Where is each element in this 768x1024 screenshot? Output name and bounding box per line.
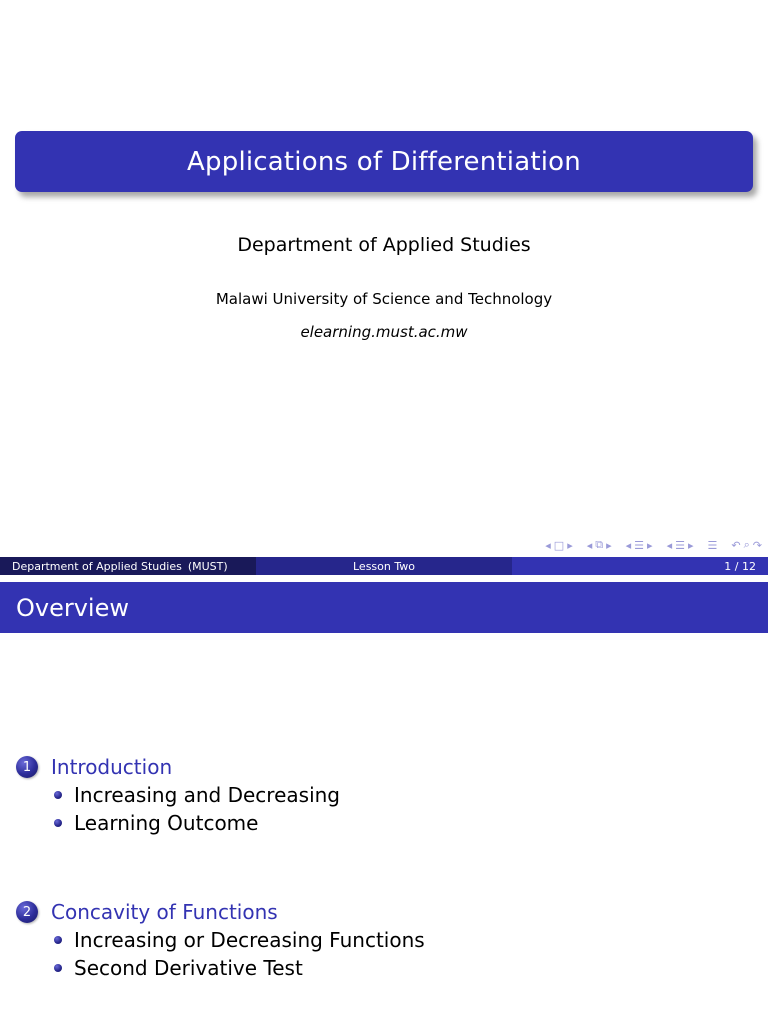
title-box bbox=[15, 131, 753, 192]
subsection-title[interactable]: Increasing or Decreasing Functions bbox=[74, 928, 425, 952]
footer-author: Department of Applied Studies bbox=[12, 559, 182, 573]
section-number-ball: 2 bbox=[16, 901, 38, 923]
bullet-icon bbox=[54, 791, 62, 799]
bullet-icon bbox=[54, 964, 62, 972]
nav-frame-icon[interactable]: □ bbox=[553, 538, 565, 552]
section-title[interactable]: Concavity of Functions bbox=[51, 900, 278, 924]
nav-forward-icon[interactable]: ↷ bbox=[752, 538, 762, 552]
website-link[interactable]: elearning.must.ac.mw bbox=[300, 323, 468, 341]
arrow-right-icon[interactable]: ▸ bbox=[606, 538, 612, 552]
arrow-left-icon[interactable]: ◂ bbox=[586, 538, 593, 552]
footer-page-box bbox=[512, 557, 768, 575]
nav-search-icon[interactable]: ⌕ bbox=[743, 538, 750, 551]
arrow-right-icon[interactable]: ▸ bbox=[567, 538, 573, 552]
nav-document-icon[interactable]: ☰ bbox=[707, 538, 718, 552]
toc-subsection[interactable] bbox=[54, 928, 425, 952]
nav-back-icon[interactable]: ↶ bbox=[731, 538, 741, 552]
footer-title-box bbox=[256, 557, 512, 575]
subsection-title[interactable]: Learning Outcome bbox=[74, 811, 259, 835]
section-title[interactable]: Introduction bbox=[51, 755, 173, 779]
arrow-left-icon[interactable]: ◂ bbox=[666, 538, 673, 552]
toc-subsection[interactable] bbox=[54, 811, 258, 835]
toc-subsection[interactable] bbox=[54, 783, 340, 807]
section-number-ball: 1 bbox=[16, 756, 38, 778]
arrow-right-icon[interactable]: ▸ bbox=[647, 538, 653, 552]
nav-frame-group[interactable] bbox=[545, 539, 572, 552]
nav-subsection-group[interactable] bbox=[587, 538, 612, 552]
bullet-icon bbox=[54, 936, 62, 944]
nav-subsection-icon[interactable]: ⧉ bbox=[595, 538, 604, 551]
footer-institute: (MUST) bbox=[187, 559, 228, 573]
author: Department of Applied Studies bbox=[237, 234, 531, 256]
institute: Malawi University of Science and Technology bbox=[215, 290, 553, 308]
footer-author-box bbox=[0, 557, 256, 575]
toc-subsection[interactable] bbox=[54, 956, 303, 980]
arrow-left-icon[interactable]: ◂ bbox=[545, 538, 551, 552]
nav-section-icon[interactable]: ☰ bbox=[675, 538, 685, 552]
footer-lesson: Lesson Two bbox=[353, 559, 415, 573]
nav-section-group[interactable] bbox=[626, 539, 653, 552]
arrow-left-icon[interactable]: ◂ bbox=[625, 538, 632, 552]
nav-document-group[interactable] bbox=[708, 539, 718, 552]
subsection-title[interactable]: Second Derivative Test bbox=[74, 956, 303, 980]
footer-page-number: 1 / 12 bbox=[724, 559, 756, 573]
nav-section-icon[interactable]: ☰ bbox=[634, 538, 645, 552]
bullet-icon bbox=[54, 819, 62, 827]
arrow-right-icon[interactable]: ▸ bbox=[687, 538, 694, 552]
toc-section-2[interactable] bbox=[16, 900, 278, 924]
presentation-title: Applications of Differentiation bbox=[187, 146, 581, 177]
frame-title-bar bbox=[0, 582, 768, 633]
nav-section-group-2[interactable] bbox=[667, 539, 694, 552]
footer-bar bbox=[0, 557, 768, 575]
nav-search-group[interactable] bbox=[731, 538, 762, 552]
toc-section-1[interactable] bbox=[16, 755, 172, 779]
subsection-title[interactable]: Increasing and Decreasing bbox=[74, 783, 340, 807]
frame-title: Overview bbox=[16, 593, 129, 622]
navigation-symbols bbox=[545, 538, 762, 552]
